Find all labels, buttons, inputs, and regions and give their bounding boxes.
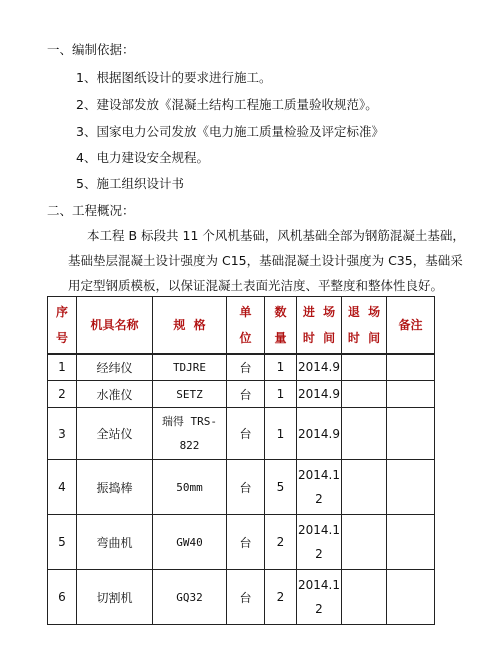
basis-item-3: 3、国家电力公司发放《电力施工质量检验及评定标准》 <box>76 124 384 139</box>
header-unit: 单 位 <box>227 297 265 354</box>
cell-no: 6 <box>48 570 77 625</box>
section2-heading: 二、工程概况： <box>47 203 135 218</box>
cell-out-time <box>342 408 387 460</box>
cell-name: 水准仪 <box>77 381 153 408</box>
overview-line-3: 用定型钢质模板，以保证混凝土表面光洁度、平整度和整体性良好。 <box>68 278 444 293</box>
table-row <box>48 460 435 515</box>
cell-out-time <box>342 460 387 515</box>
header-qty: 数 量 <box>265 297 297 354</box>
cell-remark <box>387 408 435 460</box>
basis-item-5: 5、施工组织设计书 <box>76 176 184 191</box>
cell-unit: 台 <box>227 570 265 625</box>
cell-spec: SETZ <box>153 381 227 408</box>
cell-name: 切割机 <box>77 570 153 625</box>
header-remark: 备注 <box>387 297 435 354</box>
header-out-time: 退 场 时 间 <box>342 297 387 354</box>
cell-qty: 1 <box>265 381 297 408</box>
cell-no: 4 <box>48 460 77 515</box>
cell-unit: 台 <box>227 460 265 515</box>
table-row <box>48 515 435 570</box>
cell-spec: TDJRE <box>153 354 227 381</box>
cell-qty: 1 <box>265 408 297 460</box>
cell-qty: 2 <box>265 570 297 625</box>
cell-out-time <box>342 354 387 381</box>
equipment-table <box>47 296 435 625</box>
cell-name: 振捣棒 <box>77 460 153 515</box>
cell-in-time: 2014.1 2 <box>297 570 342 625</box>
cell-spec: GW40 <box>153 515 227 570</box>
table-row <box>48 570 435 625</box>
cell-in-time: 2014.9 <box>297 381 342 408</box>
cell-remark <box>387 354 435 381</box>
cell-in-time: 2014.1 2 <box>297 515 342 570</box>
cell-spec: 瑞得 TRS- 822 <box>153 408 227 460</box>
cell-unit: 台 <box>227 381 265 408</box>
cell-out-time <box>342 570 387 625</box>
cell-remark <box>387 570 435 625</box>
cell-spec: 50mm <box>153 460 227 515</box>
basis-item-4: 4、电力建设安全规程。 <box>76 150 209 165</box>
cell-qty: 1 <box>265 354 297 381</box>
cell-no: 2 <box>48 381 77 408</box>
basis-item-2: 2、建设部发放《混凝土结构工程施工质量验收规范》。 <box>76 97 378 112</box>
cell-no: 3 <box>48 408 77 460</box>
cell-remark <box>387 515 435 570</box>
overview-line-2: 基础垫层混凝土设计强度为 C15，基础混凝土设计强度为 C35，基础采 <box>68 253 463 268</box>
cell-no: 5 <box>48 515 77 570</box>
table-row <box>48 408 435 460</box>
cell-out-time <box>342 515 387 570</box>
cell-out-time <box>342 381 387 408</box>
cell-qty: 2 <box>265 515 297 570</box>
cell-unit: 台 <box>227 515 265 570</box>
cell-qty: 5 <box>265 460 297 515</box>
section1-heading: 一、编制依据： <box>47 42 135 57</box>
cell-unit: 台 <box>227 408 265 460</box>
cell-name: 弯曲机 <box>77 515 153 570</box>
table-row <box>48 381 435 408</box>
cell-name: 全站仪 <box>77 408 153 460</box>
header-no: 序 号 <box>48 297 77 354</box>
cell-in-time: 2014.9 <box>297 354 342 381</box>
cell-in-time: 2014.9 <box>297 408 342 460</box>
cell-name: 经纬仪 <box>77 354 153 381</box>
header-spec: 规 格 <box>153 297 227 354</box>
cell-remark <box>387 381 435 408</box>
table-header-row <box>48 297 435 354</box>
overview-line-1: 本工程 B 标段共 11 个风机基础，风机基础全部为钢筋混凝土基础， <box>87 228 465 243</box>
basis-item-1: 1、根据图纸设计的要求进行施工。 <box>76 70 272 85</box>
cell-in-time: 2014.1 2 <box>297 460 342 515</box>
cell-no: 1 <box>48 354 77 381</box>
cell-spec: GQ32 <box>153 570 227 625</box>
cell-unit: 台 <box>227 354 265 381</box>
cell-remark <box>387 460 435 515</box>
header-in-time: 进 场 时 间 <box>297 297 342 354</box>
header-name: 机具名称 <box>77 297 153 354</box>
table-row <box>48 354 435 381</box>
